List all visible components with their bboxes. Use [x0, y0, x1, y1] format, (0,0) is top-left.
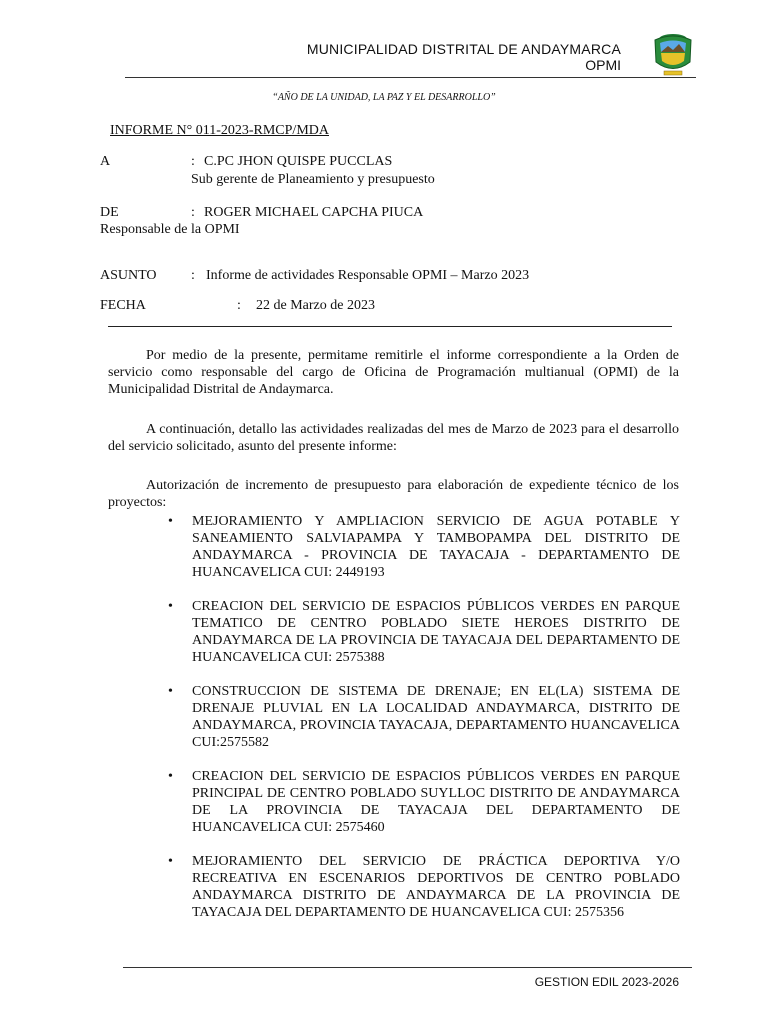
field-fecha-value: 22 de Marzo de 2023: [256, 298, 375, 313]
field-de-name: ROGER MICHAEL CAPCHA PIUCA: [204, 205, 424, 220]
field-a-colon: :: [191, 154, 195, 169]
project-title: CREACION DEL SERVICIO DE ESPACIOS PÚBLICOS VERDES EN PARQUE TEMATICO DE CENTRO POBLADO SIETE HEROES DISTRITO DE ANDAYMARCA DE LA PROVINCIA DE TAYACAJA DEL DEPARTAMENTO DE HUANCAVELICA CUI: 2575388: [192, 599, 680, 665]
field-a-name: C.PC JHON QUISPE PUCCLAS: [204, 154, 393, 169]
municipal-shield-icon: [650, 28, 696, 78]
list-item: [165, 683, 680, 751]
field-a-label: A: [100, 154, 111, 169]
bullet-icon: •: [168, 599, 173, 614]
field-a-role: Sub gerente de Planeamiento y presupuesto: [191, 172, 435, 187]
list-item: [165, 598, 680, 666]
field-asunto-colon: :: [191, 268, 195, 283]
footer-divider: [123, 967, 692, 968]
header-divider: [125, 77, 696, 78]
paragraph-activities: A continuación, detallo las actividades realizadas del mes de Marzo de 2023 para el desarrollo del servicio solicitado, asunto del presente informe:: [108, 422, 679, 454]
paragraph-authorization: Autorización de incremento de presupuesto para elaboración de expediente técnico de los proyectos:: [108, 478, 679, 510]
bullet-icon: •: [168, 684, 173, 699]
project-list: [165, 513, 680, 938]
field-asunto-value: Informe de actividades Responsable OPMI – Marzo 2023: [206, 268, 530, 283]
header-organization: MUNICIPALIDAD DISTRITAL DE ANDAYMARCA: [306, 41, 621, 57]
field-de-label: DE: [100, 205, 119, 220]
bullet-icon: •: [168, 514, 173, 529]
project-title: MEJORAMIENTO DEL SERVICIO DE PRÁCTICA DEPORTIVA Y/O RECREATIVA EN ESCENARIOS DEPORTIVOS DE CENTRO POBLADO ANDAYMARCA DISTRITO DE ANDAYMARCA DE LA PROVINCIA DE TAYACAJA DEL DEPARTAMENTO DE HUANCAVELICA CUI: 2575356: [192, 854, 680, 920]
list-item: [165, 513, 680, 581]
header-unit: OPMI: [585, 57, 621, 73]
project-title: CONSTRUCCION DE SISTEMA DE DRENAJE; EN EL(LA) SISTEMA DE DRENAJE PLUVIAL EN LA LOCALIDAD ANDAYMARCA, DISTRITO DE ANDAYMARCA, PROVINCIA TAYACAJA, DEPARTAMENTO HUANCAVELICA CUI:2575582: [192, 684, 680, 750]
project-title: MEJORAMIENTO Y AMPLIACION SERVICIO DE AGUA POTABLE Y SANEAMIENTO SALVIAPAMPA Y TAMBOPAMPA DEL DISTRITO DE ANDAYMARCA - PROVINCIA DE TAYACAJA - DEPARTAMENTO DE HUANCAVELICA CUI: 2449193: [192, 514, 680, 580]
field-de-colon: :: [191, 205, 195, 220]
list-item: [165, 853, 680, 921]
footer-text: GESTION EDIL 2023-2026: [534, 975, 679, 989]
field-fecha-colon: :: [237, 298, 241, 313]
field-de-role: Responsable de la OPMI: [100, 222, 240, 237]
field-fecha-label: FECHA: [100, 298, 146, 313]
list-item: [165, 768, 680, 836]
bullet-icon: •: [168, 769, 173, 784]
field-asunto-label: ASUNTO: [100, 268, 157, 283]
bullet-icon: •: [168, 854, 173, 869]
section-divider: [108, 326, 672, 327]
paragraph-intro: Por medio de la presente, permitame remitirle el informe correspondiente a la Orden de servicio como responsable del cargo de Oficina de Programación multianual (OPMI) de la Municipalidad Distrital de Andaymarca.: [108, 348, 679, 397]
year-motto: “AÑO DE LA UNIDAD, LA PAZ Y EL DESARROLLO”: [272, 92, 496, 103]
project-title: CREACION DEL SERVICIO DE ESPACIOS PÚBLICOS VERDES EN PARQUE PRINCIPAL DE CENTRO POBLADO SUYLLOC DISTRITO DE ANDAYMARCA DE LA PROVINCIA DE TAYACAJA DEL DEPARTAMENTO DE HUANCAVELICA CUI: 2575460: [192, 769, 680, 835]
informe-number: INFORME N° 011-2023-RMCP/MDA: [110, 123, 329, 138]
